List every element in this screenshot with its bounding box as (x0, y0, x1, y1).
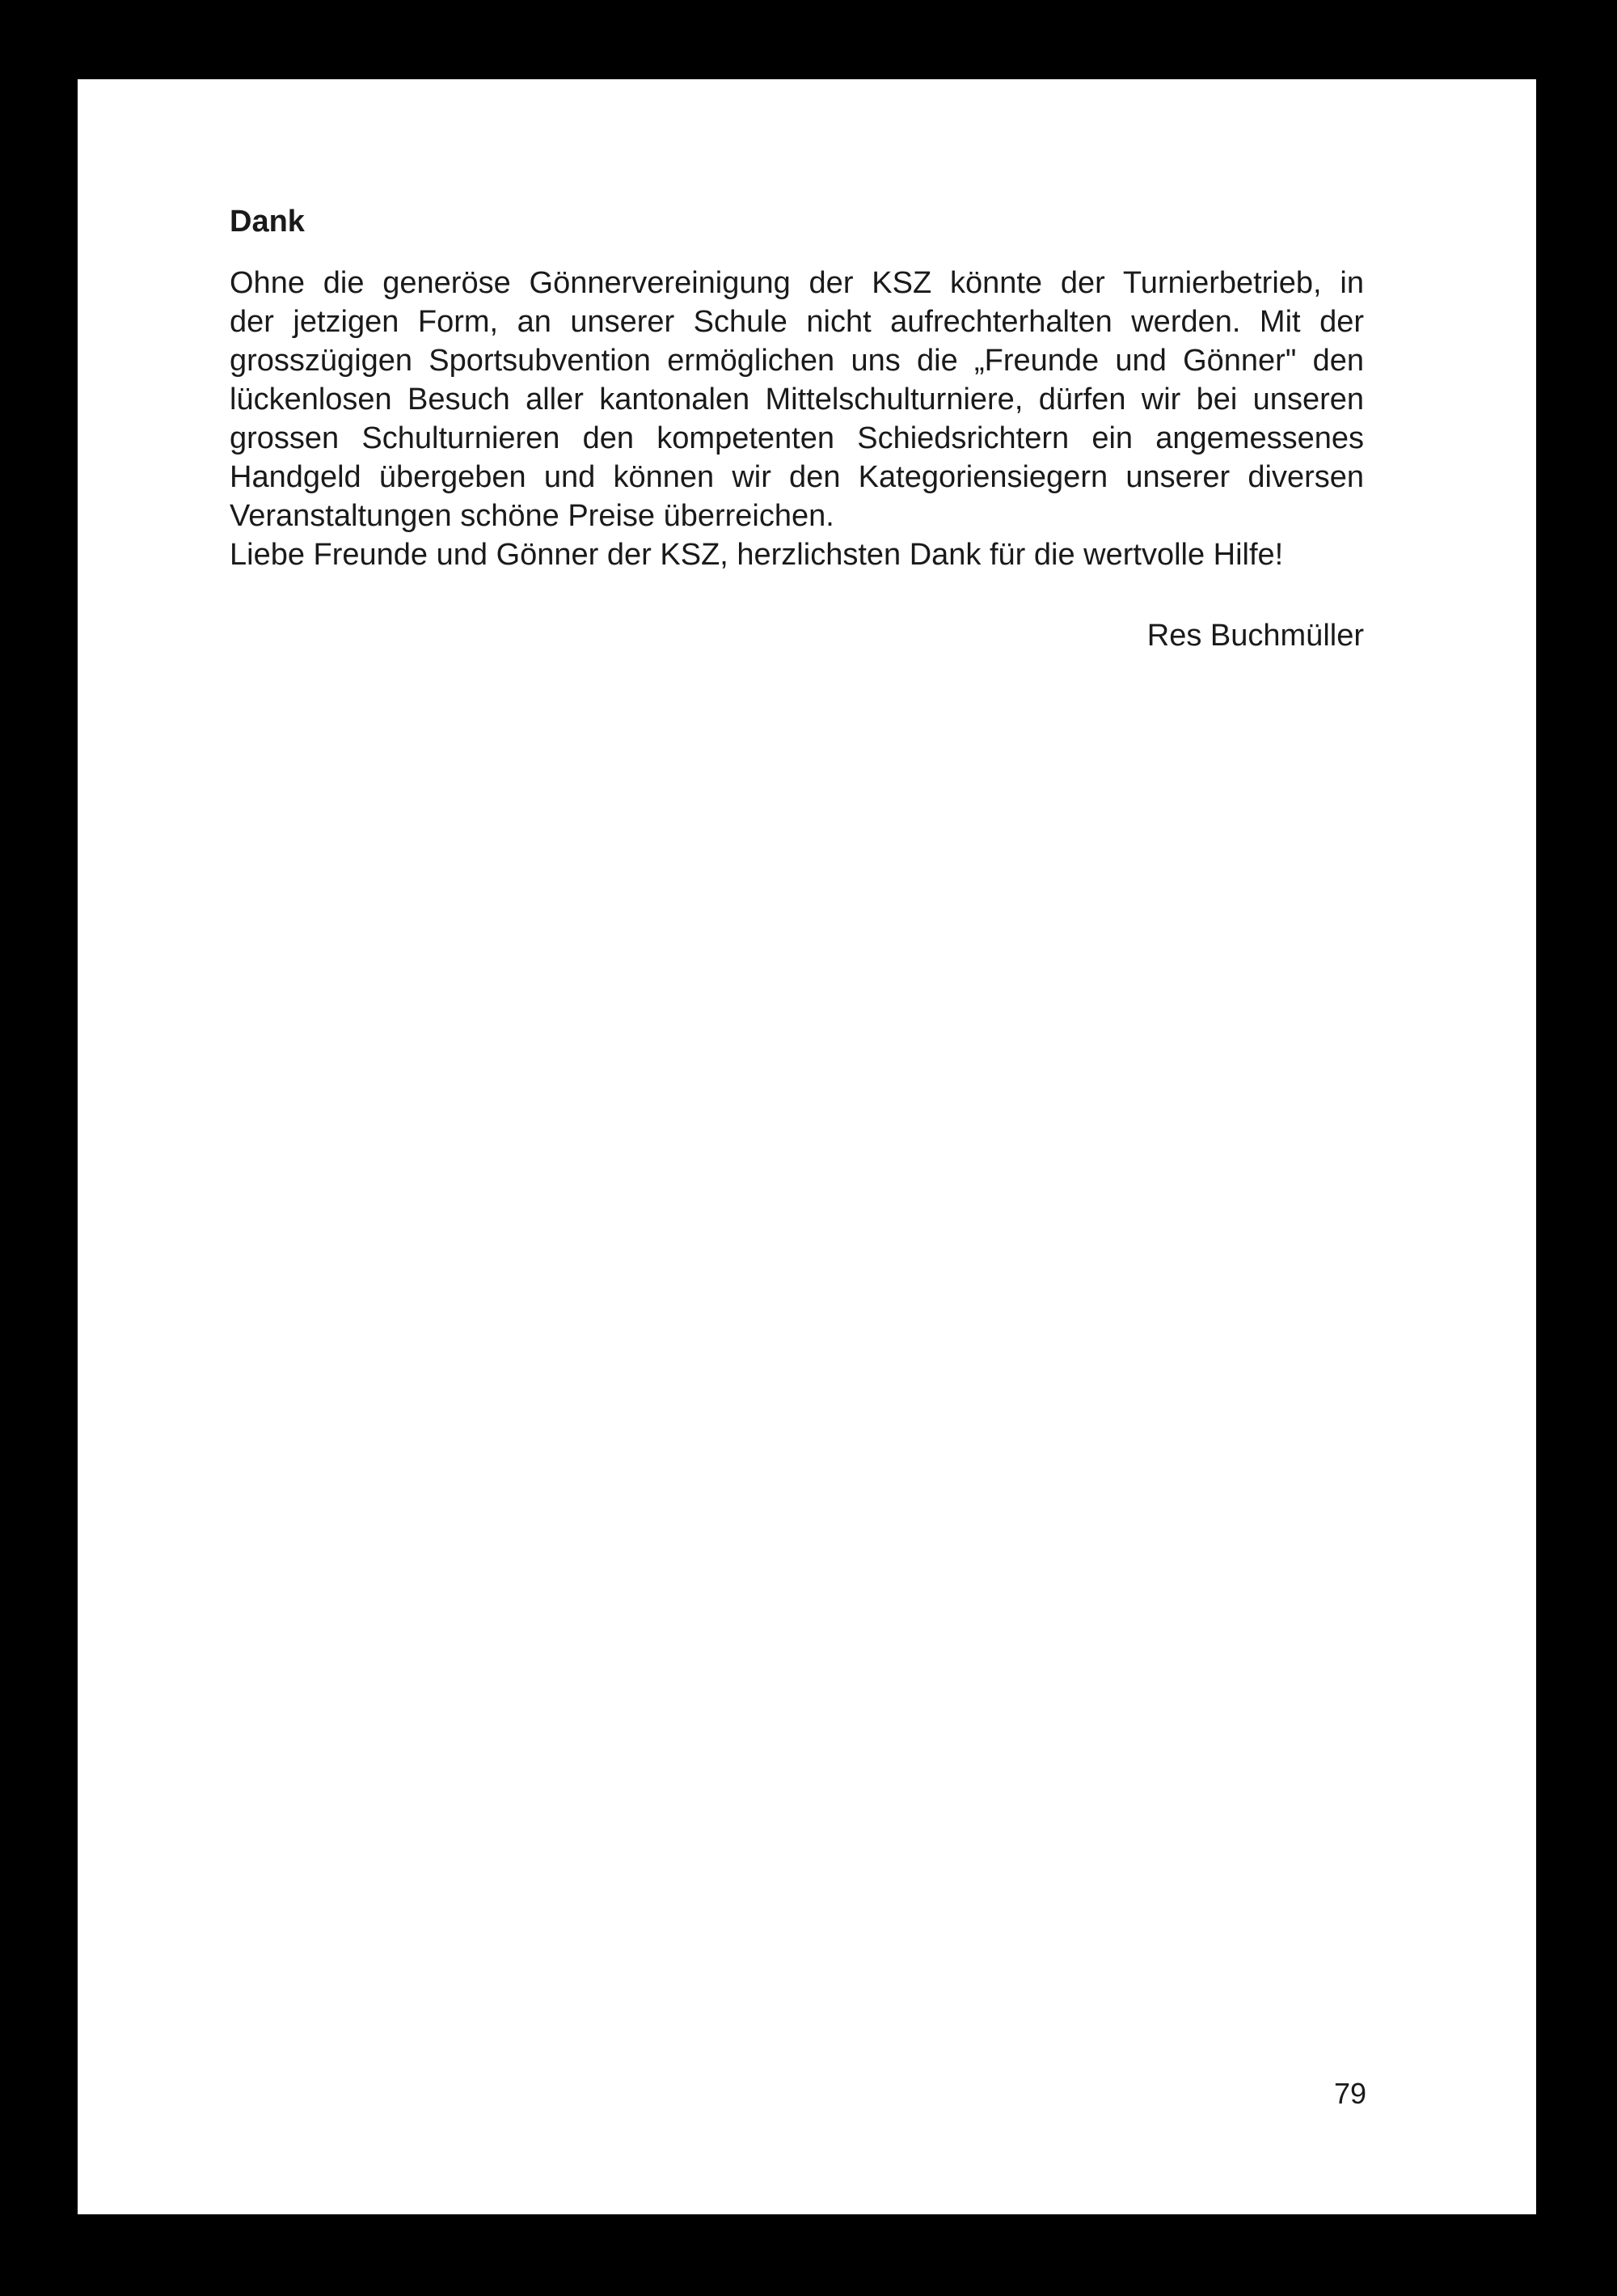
document-page (78, 79, 1536, 2214)
body-paragraph (230, 264, 1364, 574)
page-number: 79 (1334, 2077, 1367, 2110)
paragraph-line: grossen Schulturnieren den kompetenten Schiedsrichtern ein angemessenes (230, 421, 1364, 455)
paragraph-line: der jetzigen Form, an unserer Schule nicht aufrechterhalten werden. Mit der (230, 305, 1364, 339)
paragraph-line: lückenlosen Besuch aller kantonalen Mittelschulturniere, dürfen wir bei unseren (230, 383, 1364, 416)
page-heading: Dank (230, 205, 305, 239)
paragraph-line: Handgeld übergeben und können wir den Kategoriensiegern unserer diversen (230, 460, 1364, 494)
page-content (230, 202, 1442, 655)
paragraph-line: grosszügigen Sportsubvention ermöglichen uns die „Freunde und Gönner" den (230, 344, 1364, 378)
paragraph-line: Ohne die generöse Gönnervereinigung der KSZ könnte der Turnierbetrieb, in (230, 266, 1364, 300)
paragraph-line: Veranstaltungen schöne Preise überreichen. (230, 499, 834, 533)
paragraph-line: Liebe Freunde und Gönner der KSZ, herzlichsten Dank für die wertvolle Hilfe! (230, 538, 1284, 572)
signature: Res Buchmüller (1146, 619, 1364, 653)
